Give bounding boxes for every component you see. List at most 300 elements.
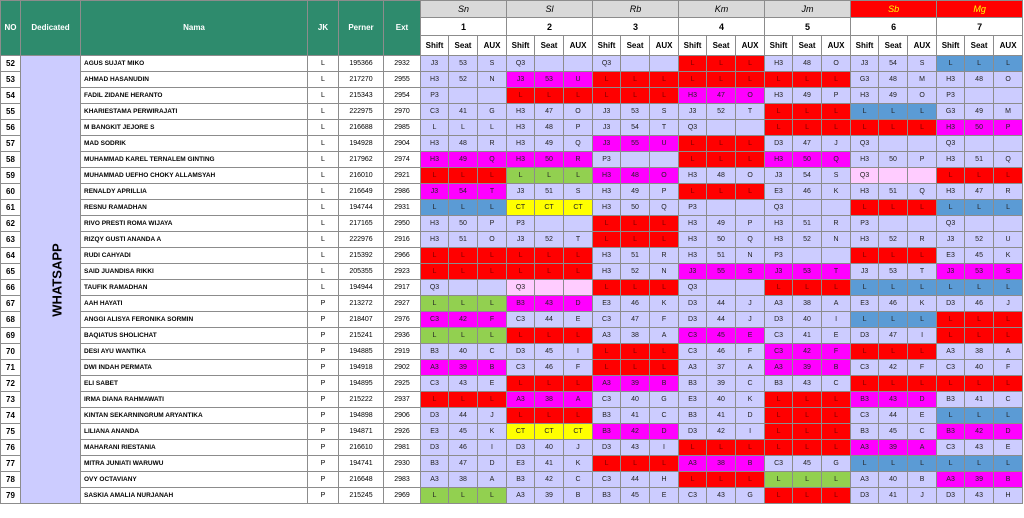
seat-cell-day4[interactable]: L — [707, 56, 736, 72]
aux-cell-day7[interactable]: D — [994, 424, 1023, 440]
shift-cell-day1[interactable]: A3 — [421, 360, 449, 376]
ext-cell[interactable]: 2985 — [384, 120, 421, 136]
aux-cell-day7[interactable]: K — [994, 248, 1023, 264]
aux-cell-day2[interactable]: L — [564, 168, 593, 184]
shift-cell-day6[interactable]: J3 — [851, 56, 879, 72]
aux-cell-day3[interactable]: A — [650, 328, 679, 344]
seat-cell-day3[interactable]: 39 — [621, 376, 650, 392]
aux-cell-day5[interactable]: G — [822, 456, 851, 472]
perner-cell[interactable]: 222976 — [339, 232, 384, 248]
seat-cell-day2[interactable]: 50 — [535, 152, 564, 168]
aux-cell-day4[interactable]: T — [736, 104, 765, 120]
shift-cell-day4[interactable]: L — [679, 440, 707, 456]
aux-cell-day2[interactable]: A — [564, 392, 593, 408]
aux-cell-day4[interactable]: A — [736, 360, 765, 376]
shift-cell-day7[interactable]: L — [937, 328, 965, 344]
day-name-sn[interactable]: Sn — [421, 1, 507, 18]
perner-cell[interactable]: 194898 — [339, 408, 384, 424]
aux-cell-day6[interactable] — [908, 136, 937, 152]
seat-cell-day6[interactable]: 46 — [879, 296, 908, 312]
aux-cell-day6[interactable]: P — [908, 152, 937, 168]
shift-cell-day6[interactable]: L — [851, 200, 879, 216]
shift-cell-day1[interactable]: A3 — [421, 472, 449, 488]
row-number-cell[interactable]: 64 — [1, 248, 21, 264]
shift-cell-day3[interactable]: D3 — [593, 440, 621, 456]
seat-cell-day4[interactable]: 48 — [707, 168, 736, 184]
name-cell[interactable]: RESNU RAMADHAN — [81, 200, 308, 216]
subheader-aux-day3[interactable]: AUX — [650, 36, 679, 56]
aux-cell-day6[interactable]: L — [908, 104, 937, 120]
ext-cell[interactable]: 2936 — [384, 328, 421, 344]
seat-cell-day7[interactable]: 41 — [965, 392, 994, 408]
shift-cell-day5[interactable]: H3 — [765, 88, 793, 104]
perner-cell[interactable]: 194918 — [339, 360, 384, 376]
aux-cell-day2[interactable]: K — [564, 456, 593, 472]
aux-cell-day1[interactable]: C — [478, 344, 507, 360]
aux-cell-day5[interactable]: R — [822, 216, 851, 232]
aux-cell-day5[interactable]: L — [822, 472, 851, 488]
shift-cell-day1[interactable]: H3 — [421, 232, 449, 248]
seat-cell-day3[interactable] — [621, 152, 650, 168]
aux-cell-day3[interactable]: K — [650, 296, 679, 312]
aux-cell-day5[interactable] — [822, 248, 851, 264]
seat-cell-day5[interactable]: 48 — [793, 56, 822, 72]
seat-cell-day5[interactable]: L — [793, 120, 822, 136]
shift-cell-day7[interactable]: Q3 — [937, 216, 965, 232]
subheader-seat-day6[interactable]: Seat — [879, 36, 908, 56]
seat-cell-day5[interactable]: 38 — [793, 296, 822, 312]
seat-cell-day6[interactable] — [879, 216, 908, 232]
shift-cell-day3[interactable]: H3 — [593, 200, 621, 216]
subheader-aux-day5[interactable]: AUX — [822, 36, 851, 56]
shift-cell-day6[interactable]: L — [851, 120, 879, 136]
name-cell[interactable]: DWI INDAH PERMATA — [81, 360, 308, 376]
aux-cell-day2[interactable] — [564, 216, 593, 232]
shift-cell-day1[interactable]: P3 — [421, 88, 449, 104]
aux-cell-day6[interactable] — [908, 168, 937, 184]
seat-cell-day7[interactable]: L — [965, 408, 994, 424]
aux-cell-day1[interactable]: R — [478, 136, 507, 152]
shift-cell-day5[interactable]: C3 — [765, 328, 793, 344]
shift-cell-day6[interactable]: H3 — [851, 152, 879, 168]
shift-cell-day7[interactable]: D3 — [937, 488, 965, 504]
shift-cell-day6[interactable]: H3 — [851, 184, 879, 200]
aux-cell-day6[interactable]: L — [908, 248, 937, 264]
name-cell[interactable]: KINTAN SEKARNINGRUM ARYANTIKA — [81, 408, 308, 424]
aux-cell-day7[interactable]: E — [994, 440, 1023, 456]
shift-cell-day7[interactable]: H3 — [937, 152, 965, 168]
seat-cell-day3[interactable]: 52 — [621, 264, 650, 280]
header-no[interactable]: NO — [1, 1, 21, 56]
aux-cell-day2[interactable]: L — [564, 376, 593, 392]
seat-cell-day5[interactable]: 49 — [793, 88, 822, 104]
seat-cell-day4[interactable]: L — [707, 440, 736, 456]
jk-cell[interactable]: L — [308, 216, 339, 232]
seat-cell-day4[interactable]: L — [707, 472, 736, 488]
jk-cell[interactable]: P — [308, 472, 339, 488]
aux-cell-day1[interactable]: L — [478, 200, 507, 216]
shift-cell-day3[interactable]: L — [593, 72, 621, 88]
jk-cell[interactable]: L — [308, 152, 339, 168]
jk-cell[interactable]: L — [308, 280, 339, 296]
ext-cell[interactable]: 2917 — [384, 280, 421, 296]
name-cell[interactable]: LILIANA ANANDA — [81, 424, 308, 440]
aux-cell-day2[interactable]: F — [564, 360, 593, 376]
seat-cell-day5[interactable]: 41 — [793, 328, 822, 344]
row-number-cell[interactable]: 74 — [1, 408, 21, 424]
aux-cell-day3[interactable]: L — [650, 72, 679, 88]
seat-cell-day3[interactable] — [621, 56, 650, 72]
shift-cell-day5[interactable]: D3 — [765, 312, 793, 328]
row-number-cell[interactable]: 58 — [1, 152, 21, 168]
perner-cell[interactable]: 194871 — [339, 424, 384, 440]
aux-cell-day5[interactable]: F — [822, 344, 851, 360]
shift-cell-day5[interactable]: H3 — [765, 232, 793, 248]
seat-cell-day6[interactable]: 54 — [879, 56, 908, 72]
shift-cell-day2[interactable]: H3 — [507, 136, 535, 152]
seat-cell-day2[interactable]: L — [535, 88, 564, 104]
shift-cell-day2[interactable]: J3 — [507, 232, 535, 248]
shift-cell-day1[interactable]: C3 — [421, 376, 449, 392]
aux-cell-day4[interactable]: B — [736, 456, 765, 472]
seat-cell-day4[interactable]: 47 — [707, 88, 736, 104]
seat-cell-day2[interactable]: 49 — [535, 136, 564, 152]
shift-cell-day7[interactable]: D3 — [937, 296, 965, 312]
name-cell[interactable]: OVY OCTAVIANY — [81, 472, 308, 488]
shift-cell-day4[interactable]: J3 — [679, 264, 707, 280]
aux-cell-day2[interactable]: R — [564, 152, 593, 168]
perner-cell[interactable]: 216610 — [339, 440, 384, 456]
seat-cell-day2[interactable]: L — [535, 168, 564, 184]
shift-cell-day4[interactable]: A3 — [679, 360, 707, 376]
aux-cell-day7[interactable]: L — [994, 168, 1023, 184]
aux-cell-day7[interactable]: L — [994, 376, 1023, 392]
shift-cell-day1[interactable]: L — [421, 168, 449, 184]
aux-cell-day1[interactable]: F — [478, 312, 507, 328]
seat-cell-day3[interactable]: 49 — [621, 184, 650, 200]
seat-cell-day2[interactable]: L — [535, 328, 564, 344]
ext-cell[interactable]: 2919 — [384, 344, 421, 360]
jk-cell[interactable]: L — [308, 248, 339, 264]
seat-cell-day6[interactable]: 43 — [879, 392, 908, 408]
aux-cell-day6[interactable]: I — [908, 328, 937, 344]
seat-cell-day3[interactable]: 51 — [621, 248, 650, 264]
shift-cell-day3[interactable]: L — [593, 88, 621, 104]
shift-cell-day7[interactable]: G3 — [937, 104, 965, 120]
ext-cell[interactable]: 2955 — [384, 72, 421, 88]
seat-cell-day1[interactable]: L — [449, 488, 478, 504]
jk-cell[interactable]: L — [308, 232, 339, 248]
aux-cell-day4[interactable]: L — [736, 56, 765, 72]
aux-cell-day3[interactable]: P — [650, 184, 679, 200]
aux-cell-day6[interactable]: M — [908, 72, 937, 88]
aux-cell-day1[interactable]: L — [478, 264, 507, 280]
row-number-cell[interactable]: 79 — [1, 488, 21, 504]
seat-cell-day2[interactable]: L — [535, 248, 564, 264]
shift-cell-day4[interactable]: L — [679, 136, 707, 152]
seat-cell-day6[interactable]: 39 — [879, 440, 908, 456]
aux-cell-day5[interactable]: P — [822, 88, 851, 104]
aux-cell-day4[interactable]: J — [736, 312, 765, 328]
shift-cell-day1[interactable]: J3 — [421, 184, 449, 200]
seat-cell-day2[interactable]: 45 — [535, 344, 564, 360]
shift-cell-day6[interactable]: L — [851, 376, 879, 392]
ext-cell[interactable]: 2981 — [384, 440, 421, 456]
aux-cell-day7[interactable]: L — [994, 328, 1023, 344]
aux-cell-day3[interactable]: U — [650, 136, 679, 152]
shift-cell-day3[interactable]: C3 — [593, 392, 621, 408]
shift-cell-day2[interactable]: E3 — [507, 456, 535, 472]
subheader-seat-day5[interactable]: Seat — [793, 36, 822, 56]
seat-cell-day7[interactable]: 50 — [965, 120, 994, 136]
seat-cell-day2[interactable]: 40 — [535, 440, 564, 456]
aux-cell-day6[interactable]: L — [908, 456, 937, 472]
seat-cell-day5[interactable]: 46 — [793, 184, 822, 200]
jk-cell[interactable]: L — [308, 168, 339, 184]
aux-cell-day2[interactable]: U — [564, 72, 593, 88]
aux-cell-day7[interactable]: C — [994, 392, 1023, 408]
subheader-aux-day4[interactable]: AUX — [736, 36, 765, 56]
shift-cell-day1[interactable]: L — [421, 488, 449, 504]
aux-cell-day5[interactable]: Q — [822, 152, 851, 168]
seat-cell-day6[interactable]: L — [879, 104, 908, 120]
shift-cell-day6[interactable]: L — [851, 312, 879, 328]
seat-cell-day6[interactable]: 42 — [879, 360, 908, 376]
aux-cell-day5[interactable]: B — [822, 360, 851, 376]
day-name-sl[interactable]: Sl — [507, 1, 593, 18]
seat-cell-day5[interactable]: 45 — [793, 456, 822, 472]
aux-cell-day7[interactable]: L — [994, 200, 1023, 216]
row-number-cell[interactable]: 52 — [1, 56, 21, 72]
seat-cell-day7[interactable]: 49 — [965, 104, 994, 120]
aux-cell-day1[interactable] — [478, 280, 507, 296]
jk-cell[interactable]: P — [308, 392, 339, 408]
aux-cell-day6[interactable]: S — [908, 56, 937, 72]
ext-cell[interactable]: 2931 — [384, 200, 421, 216]
shift-cell-day2[interactable]: C3 — [507, 360, 535, 376]
row-number-cell[interactable]: 75 — [1, 424, 21, 440]
shift-cell-day2[interactable]: L — [507, 328, 535, 344]
perner-cell[interactable]: 213272 — [339, 296, 384, 312]
seat-cell-day4[interactable]: 44 — [707, 312, 736, 328]
ext-cell[interactable]: 2969 — [384, 488, 421, 504]
seat-cell-day4[interactable]: 43 — [707, 488, 736, 504]
aux-cell-day5[interactable]: T — [822, 264, 851, 280]
name-cell[interactable]: ELI SABET — [81, 376, 308, 392]
row-number-cell[interactable]: 61 — [1, 200, 21, 216]
header-dedicated[interactable]: Dedicated — [21, 1, 81, 56]
seat-cell-day7[interactable]: 40 — [965, 360, 994, 376]
seat-cell-day5[interactable]: 52 — [793, 232, 822, 248]
shift-cell-day2[interactable]: L — [507, 408, 535, 424]
ext-cell[interactable]: 2925 — [384, 376, 421, 392]
shift-cell-day1[interactable]: C3 — [421, 104, 449, 120]
seat-cell-day3[interactable]: 45 — [621, 488, 650, 504]
subheader-shift-day2[interactable]: Shift — [507, 36, 535, 56]
name-cell[interactable]: M BANGKIT JEJORE S — [81, 120, 308, 136]
aux-cell-day5[interactable]: L — [822, 408, 851, 424]
row-number-cell[interactable]: 63 — [1, 232, 21, 248]
aux-cell-day1[interactable]: E — [478, 376, 507, 392]
row-number-cell[interactable]: 76 — [1, 440, 21, 456]
shift-cell-day7[interactable]: J3 — [937, 232, 965, 248]
seat-cell-day4[interactable]: 39 — [707, 376, 736, 392]
aux-cell-day1[interactable]: N — [478, 72, 507, 88]
subheader-seat-day4[interactable]: Seat — [707, 36, 736, 56]
seat-cell-day3[interactable]: L — [621, 232, 650, 248]
seat-cell-day1[interactable]: 38 — [449, 472, 478, 488]
seat-cell-day6[interactable]: L — [879, 312, 908, 328]
seat-cell-day1[interactable]: 50 — [449, 216, 478, 232]
aux-cell-day1[interactable]: L — [478, 248, 507, 264]
seat-cell-day4[interactable]: 46 — [707, 344, 736, 360]
aux-cell-day3[interactable]: G — [650, 392, 679, 408]
shift-cell-day1[interactable]: L — [421, 248, 449, 264]
day-number-1[interactable]: 1 — [421, 18, 507, 36]
aux-cell-day2[interactable]: CT — [564, 424, 593, 440]
shift-cell-day1[interactable]: B3 — [421, 344, 449, 360]
aux-cell-day6[interactable]: L — [908, 344, 937, 360]
aux-cell-day1[interactable]: L — [478, 392, 507, 408]
shift-cell-day4[interactable]: D3 — [679, 296, 707, 312]
aux-cell-day4[interactable] — [736, 120, 765, 136]
row-number-cell[interactable]: 66 — [1, 280, 21, 296]
seat-cell-day5[interactable]: 43 — [793, 376, 822, 392]
perner-cell[interactable]: 216648 — [339, 472, 384, 488]
shift-cell-day5[interactable]: L — [765, 424, 793, 440]
seat-cell-day6[interactable]: L — [879, 120, 908, 136]
aux-cell-day1[interactable]: O — [478, 232, 507, 248]
perner-cell[interactable]: 194741 — [339, 456, 384, 472]
aux-cell-day5[interactable]: L — [822, 392, 851, 408]
aux-cell-day1[interactable]: L — [478, 296, 507, 312]
shift-cell-day4[interactable]: J3 — [679, 104, 707, 120]
seat-cell-day3[interactable]: 43 — [621, 440, 650, 456]
seat-cell-day7[interactable]: 43 — [965, 488, 994, 504]
day-number-5[interactable]: 5 — [765, 18, 851, 36]
shift-cell-day5[interactable]: L — [765, 280, 793, 296]
aux-cell-day4[interactable]: S — [736, 264, 765, 280]
shift-cell-day2[interactable]: L — [507, 248, 535, 264]
seat-cell-day7[interactable]: L — [965, 200, 994, 216]
shift-cell-day5[interactable]: L — [765, 392, 793, 408]
aux-cell-day6[interactable]: A — [908, 440, 937, 456]
shift-cell-day5[interactable]: E3 — [765, 184, 793, 200]
seat-cell-day5[interactable]: 40 — [793, 312, 822, 328]
seat-cell-day1[interactable]: L — [449, 328, 478, 344]
seat-cell-day7[interactable]: L — [965, 56, 994, 72]
aux-cell-day1[interactable]: G — [478, 104, 507, 120]
name-cell[interactable]: MUHAMMAD KAREL TERNALEM GINTING — [81, 152, 308, 168]
aux-cell-day2[interactable] — [564, 280, 593, 296]
subheader-aux-day6[interactable]: AUX — [908, 36, 937, 56]
aux-cell-day4[interactable]: E — [736, 328, 765, 344]
shift-cell-day5[interactable]: B3 — [765, 376, 793, 392]
shift-cell-day7[interactable]: L — [937, 280, 965, 296]
ext-cell[interactable]: 2926 — [384, 424, 421, 440]
jk-cell[interactable]: P — [308, 312, 339, 328]
perner-cell[interactable]: 215222 — [339, 392, 384, 408]
jk-cell[interactable]: L — [308, 120, 339, 136]
name-cell[interactable]: MITRA JUNIATI WARUWU — [81, 456, 308, 472]
aux-cell-day7[interactable] — [994, 216, 1023, 232]
shift-cell-day3[interactable]: B3 — [593, 408, 621, 424]
aux-cell-day4[interactable]: C — [736, 376, 765, 392]
shift-cell-day5[interactable]: A3 — [765, 360, 793, 376]
seat-cell-day7[interactable]: L — [965, 456, 994, 472]
shift-cell-day2[interactable]: A3 — [507, 488, 535, 504]
seat-cell-day4[interactable]: 51 — [707, 248, 736, 264]
aux-cell-day2[interactable]: S — [564, 184, 593, 200]
aux-cell-day3[interactable]: L — [650, 344, 679, 360]
seat-cell-day5[interactable]: 54 — [793, 168, 822, 184]
aux-cell-day5[interactable]: O — [822, 56, 851, 72]
seat-cell-day7[interactable]: L — [965, 376, 994, 392]
seat-cell-day5[interactable]: 39 — [793, 360, 822, 376]
seat-cell-day6[interactable]: L — [879, 200, 908, 216]
seat-cell-day1[interactable]: L — [449, 248, 478, 264]
seat-cell-day1[interactable]: 46 — [449, 440, 478, 456]
aux-cell-day6[interactable] — [908, 216, 937, 232]
seat-cell-day4[interactable] — [707, 280, 736, 296]
perner-cell[interactable]: 216688 — [339, 120, 384, 136]
shift-cell-day1[interactable]: E3 — [421, 424, 449, 440]
seat-cell-day2[interactable]: L — [535, 376, 564, 392]
shift-cell-day2[interactable]: A3 — [507, 392, 535, 408]
seat-cell-day3[interactable]: L — [621, 88, 650, 104]
aux-cell-day1[interactable]: J — [478, 408, 507, 424]
row-number-cell[interactable]: 69 — [1, 328, 21, 344]
aux-cell-day6[interactable]: L — [908, 200, 937, 216]
shift-cell-day1[interactable]: L — [421, 264, 449, 280]
shift-cell-day1[interactable]: L — [421, 328, 449, 344]
name-cell[interactable]: RUDI CAHYADI — [81, 248, 308, 264]
seat-cell-day6[interactable]: L — [879, 376, 908, 392]
seat-cell-day7[interactable] — [965, 88, 994, 104]
shift-cell-day3[interactable]: H3 — [593, 264, 621, 280]
aux-cell-day7[interactable]: L — [994, 312, 1023, 328]
row-number-cell[interactable]: 78 — [1, 472, 21, 488]
aux-cell-day4[interactable]: F — [736, 344, 765, 360]
seat-cell-day7[interactable]: L — [965, 328, 994, 344]
aux-cell-day1[interactable]: T — [478, 184, 507, 200]
ext-cell[interactable]: 2923 — [384, 264, 421, 280]
shift-cell-day3[interactable]: B3 — [593, 424, 621, 440]
aux-cell-day7[interactable]: L — [994, 280, 1023, 296]
seat-cell-day7[interactable]: 39 — [965, 472, 994, 488]
shift-cell-day5[interactable]: C3 — [765, 344, 793, 360]
seat-cell-day5[interactable]: L — [793, 424, 822, 440]
seat-cell-day3[interactable]: 38 — [621, 328, 650, 344]
ext-cell[interactable]: 2974 — [384, 152, 421, 168]
seat-cell-day6[interactable]: 53 — [879, 264, 908, 280]
shift-cell-day7[interactable]: B3 — [937, 392, 965, 408]
seat-cell-day1[interactable]: L — [449, 264, 478, 280]
seat-cell-day1[interactable]: 44 — [449, 408, 478, 424]
aux-cell-day3[interactable]: I — [650, 440, 679, 456]
shift-cell-day4[interactable]: L — [679, 184, 707, 200]
seat-cell-day1[interactable]: 49 — [449, 152, 478, 168]
seat-cell-day5[interactable]: 51 — [793, 216, 822, 232]
aux-cell-day1[interactable]: B — [478, 360, 507, 376]
subheader-aux-day1[interactable]: AUX — [478, 36, 507, 56]
seat-cell-day1[interactable]: 45 — [449, 424, 478, 440]
seat-cell-day3[interactable]: 41 — [621, 408, 650, 424]
shift-cell-day6[interactable]: E3 — [851, 296, 879, 312]
shift-cell-day6[interactable]: L — [851, 456, 879, 472]
name-cell[interactable]: KHARIESTAMA PERWIRAJATI — [81, 104, 308, 120]
shift-cell-day3[interactable]: B3 — [593, 488, 621, 504]
